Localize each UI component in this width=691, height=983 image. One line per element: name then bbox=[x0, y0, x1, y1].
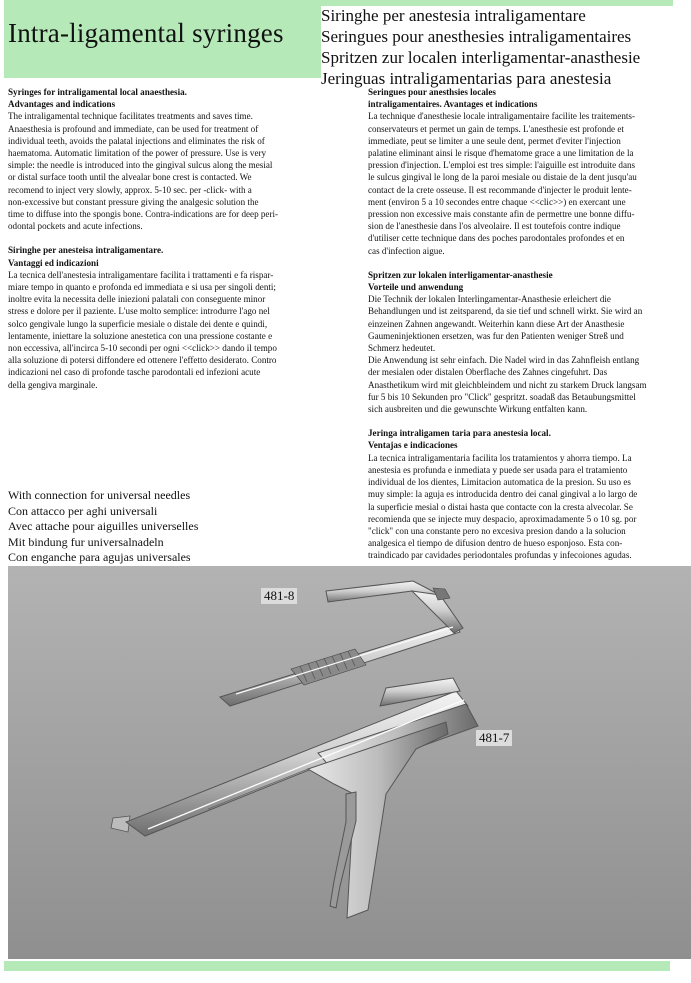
section-body-line: cas d'infection aigue. bbox=[368, 245, 445, 256]
section-body-line: recomend to inject very slowly, approx. 5-10 sec. per -click- with a bbox=[8, 184, 252, 195]
section-body-line: indicazioni nel caso di profonde tasche parodontali ed infezioni acute bbox=[8, 367, 261, 378]
section-body-line: analgesica el tiempo de difusion dentro de hueso esponjoso. Esta con- bbox=[368, 538, 623, 549]
section-body-line: palatine eliminant ainsi le risque d'hematome grace a une limitation de la bbox=[368, 148, 634, 159]
section-body-line: der mesialen oder distalen Oberflache des Zahnes cingefuhrt. Das bbox=[368, 367, 608, 378]
section-body-line: individual de los dientes, Limitacion automatica de la presion. Su uso es bbox=[368, 477, 631, 488]
section-body-line: non-excessive but constant pressure giving the analgesic solution the bbox=[8, 196, 259, 207]
section-body-line: solco gengivale lungo la superficie mesiale o distale dei dente e quindi, bbox=[8, 318, 268, 329]
section-body-line: sich ausbreiten und die gewunschte Wirkung entfalten kann. bbox=[368, 404, 588, 415]
section-body-line: Anasthetikum wird mit gleichbleindem und nicht zu starkem Druck langsam bbox=[368, 379, 647, 390]
label-481-7: 481-7 bbox=[476, 730, 512, 746]
subtitle-french: Seringues pour anesthesies intraligamentaires bbox=[321, 27, 632, 46]
section-body-line: time to diffuse into the spongis bone. Contra-indications are for deep peri- bbox=[8, 209, 279, 220]
section-gap bbox=[8, 232, 313, 244]
section-body-line: ment (environ 5 a 10 secondes entre chaque <<clic>>) en exercant une bbox=[368, 196, 626, 207]
section-gap bbox=[368, 415, 682, 427]
section-heading-line: Syringes for intraligamental local anaesthesia. bbox=[8, 87, 187, 97]
section-heading-line: Ventajas e indicaciones bbox=[368, 440, 458, 451]
section-body-line: Anaesthesia is profound and immediate, can be used for treatment of bbox=[8, 123, 259, 134]
bottom-band bbox=[4, 961, 670, 971]
section-body-line: Schmerz hedeutet. bbox=[368, 343, 436, 354]
section-heading-line: Jeringa intraligamen taria para anestesia local. bbox=[368, 428, 551, 439]
section-body-line: simple: the needle is introduced into the gingival sulcus along the mesial bbox=[8, 160, 273, 171]
connection-line-spanish: Con enganche para agujas universales bbox=[8, 550, 191, 565]
connection-line-french: Avec attache pour aiguilles universelles bbox=[8, 519, 199, 534]
subtitle-italian: Siringhe per anestesia intraligamentare bbox=[321, 6, 586, 25]
label-481-8: 481-8 bbox=[261, 588, 297, 604]
section-body-line: La tecnica intraligamentaria facilita los tratamientos y ahorra tiempo. La bbox=[368, 452, 632, 463]
section-body-line: Behandlungen und ist zeitsparend, da sie tief und schnell wirkt. Sie wird an bbox=[368, 306, 643, 317]
section-body-line: inoltre evita la necessita delle iniezioni palatali con conseguente minor bbox=[8, 294, 266, 305]
section-body-line: anestesia es profunda e inmediata y puede ser usada para el tratamiento bbox=[368, 464, 628, 475]
section-body-line: contact de la crete osseuse. Il est recommande d'injecter le produit lente- bbox=[368, 184, 632, 195]
section-body-line: le sulcus gingival le long de la paroi mesiale ou distaie de la dent jusqu'au bbox=[368, 172, 637, 183]
section-heading-line: intraligamentaires. Avantages et indications bbox=[368, 99, 538, 110]
section-body-line: individual teeth, avoids the palatal injections and eliminates the risk of bbox=[8, 135, 265, 146]
connection-line-italian: Con attacco per aghi universali bbox=[8, 503, 158, 518]
right-text-column bbox=[368, 86, 682, 562]
section-body-line: haematoma. Automatic limitation of the power of pressure. Use is very bbox=[8, 148, 267, 159]
connection-line-english: With connection for universal needles bbox=[8, 488, 191, 502]
section-body-line: La tecnica dell'anestesia intraligamentare facilita i trattamenti e fa rispar- bbox=[8, 269, 274, 280]
connection-info bbox=[8, 488, 198, 566]
section-heading-line: Seringues pour anesthsies locales bbox=[368, 87, 496, 97]
section-body-line: miare tempo in quanto e profonda ed immediata e si usa per singoli denti; bbox=[8, 282, 276, 293]
section-body-line: lentamente, iniettare la soluzione anestetica con una pressione costante e bbox=[8, 330, 273, 341]
subtitle-german: Spritzen zur localen interligamentar-anasthesie bbox=[321, 48, 641, 67]
section-body-line: odontal pockets and acute infections. bbox=[8, 221, 143, 232]
section-body-line: muy simple: la aguja es introducida dentro dei canal gingival a lo largo de bbox=[368, 489, 638, 500]
section-gap bbox=[368, 257, 682, 269]
section-body-line: stress e dolore per il paziente. L'use molto semplice: introdurre l'ago nel bbox=[8, 306, 270, 317]
section-heading-line: Vorteile und anwendung bbox=[368, 282, 464, 293]
section-body-line: La technique d'anesthesie locale intraligamentaire facilite les traitements- bbox=[368, 111, 636, 122]
section-body-line: sion de l'anesthesie dans l'os alveolaire. Il est toutefois contre indique bbox=[368, 221, 621, 232]
section-body-line: einzeinen Zahnen angewandt. Weiterhin kann diese Art der Anasthesie bbox=[368, 318, 625, 329]
section-body-line: conservateurs et permet un gain de temps. L'anesthesie est profonde et bbox=[368, 123, 624, 134]
section-body-line: fur 5 bis 10 Sekunden pro "Click" gespritzt. soadaß das Betaubungsmittel bbox=[368, 391, 636, 402]
section-heading-line: Spritzen zur lokalen interligamentar-anasthesie bbox=[368, 269, 553, 280]
page-title: Intra-ligamental syringes bbox=[8, 18, 284, 48]
section-body-line: Die Anwendung ist sehr einfach. Die Nadel wird in das Zahnfleish entlang bbox=[368, 355, 640, 366]
section-body-line: "click" con una constante pero no excesiva presion dando a la solucion bbox=[368, 525, 626, 536]
translated-titles bbox=[321, 5, 640, 89]
section-body-line: or distal surface tooth until the alvealar bone crest is contacted. We bbox=[8, 172, 252, 183]
section-body-line: pression non excessive mais constante afin de permettre une bonne diffu- bbox=[368, 209, 635, 220]
connection-line-german: Mit bindung fur universalnadeln bbox=[8, 534, 164, 549]
section-body-line: non eccessiva, all'incirca 5-10 secondi per ogni <<click>> dando il tempo bbox=[8, 343, 277, 354]
section-body-line: traindicado par cavidades periodontales profundas y infecoiones agudas. bbox=[368, 550, 632, 561]
section-body-line: pression d'injection. L'emploi est tres simple: l'aiguille est introduite dans bbox=[368, 160, 636, 171]
section-body-line: alla soluzione di potersi diffondere ed ottenere l'effetto desiderato. Contro bbox=[8, 355, 277, 366]
section-body-line: recomienda que se injecte muy despacio, aproximadamente 5 o 10 sg. por bbox=[368, 513, 637, 524]
section-body-line: della gengiva marginale. bbox=[8, 379, 98, 390]
syringes-illustration bbox=[8, 566, 691, 959]
product-photo bbox=[8, 566, 691, 959]
section-body-line: immediate, peut se limiter a une seule dent, permet d'eviter l'injection bbox=[368, 135, 621, 146]
section-heading-line: Siringhe per anesteisa intraligamentare. bbox=[8, 245, 164, 256]
subtitle-spanish: Jeringuas intraligamentarias para anestesia bbox=[321, 69, 612, 88]
section-body-line: The intraligamental technique facilitates treatments and saves time. bbox=[8, 111, 253, 122]
section-body-line: Die Technik der lokalen Interlingamentar-Anasthesie erleichert die bbox=[368, 294, 611, 305]
left-text-column bbox=[8, 86, 313, 391]
section-heading-line: Vantaggi ed indicazioni bbox=[8, 257, 99, 268]
section-body-line: la superficie mesial o distai hasta que contacte con la cresta alvecolar. Se bbox=[368, 501, 633, 512]
section-body-line: Gaumeninjektionen ersetzen, was fur den Patienten weniger Streß und bbox=[368, 330, 624, 341]
section-heading-line: Advantages and indications bbox=[8, 99, 116, 110]
section-body-line: d'utiliser cette technique dans des poches parodontales profondes et en bbox=[368, 233, 625, 244]
